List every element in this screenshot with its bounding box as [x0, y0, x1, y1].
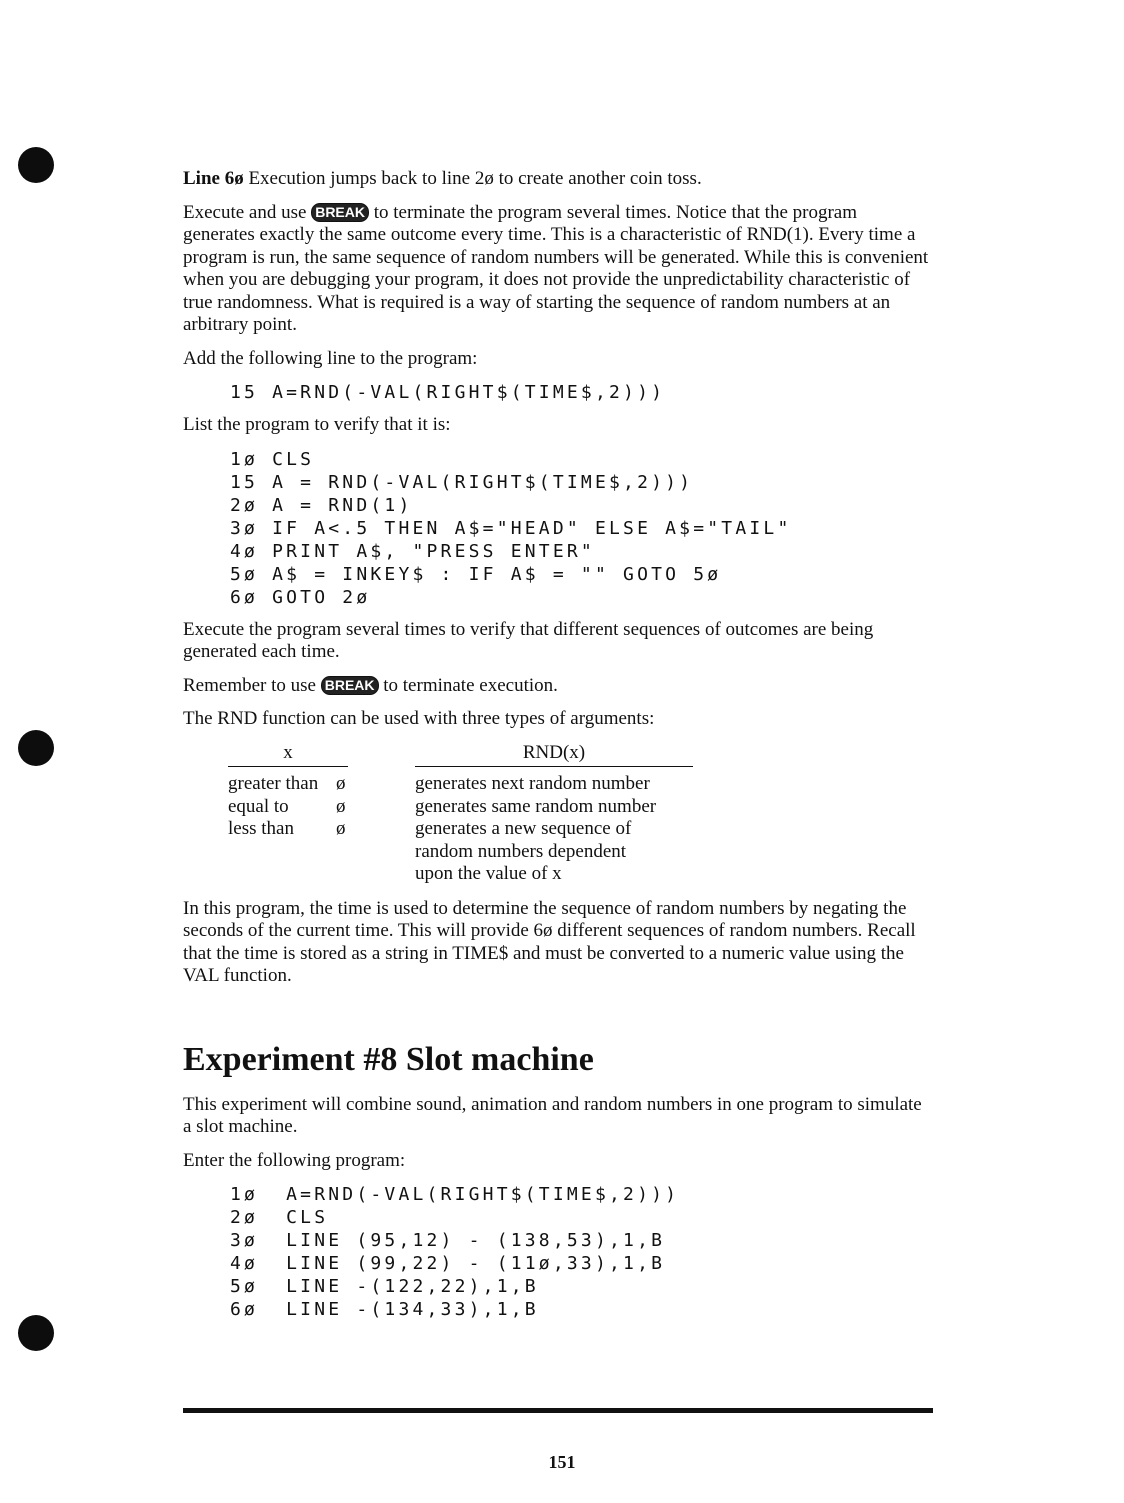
paragraph-rnd-arguments: The RND function can be used with three types of arguments:	[183, 708, 655, 729]
section-heading: Experiment #8 Slot machine	[183, 1040, 594, 1078]
rnd-arguments-table	[228, 742, 933, 886]
para1-post: to terminate the program several times. Notice that the program generates exactly the same outcome every time. This is a characteristic of RND(1). Every time a program is run, the same sequence of random numbers will be generated. While this is convenient when you are debugging your program, it does not provide the unpredictability characteristic of true randomness. What is required is a way of starting the sequence of random numbers at an arbitrary point.	[183, 201, 929, 335]
binder-hole-top	[18, 147, 54, 183]
paragraph-remember-break	[183, 675, 933, 698]
table-cell-desc: generates same random number	[415, 795, 657, 817]
page-number: 151	[548, 1452, 576, 1472]
table-row	[228, 818, 933, 886]
table-cell-x: equal to	[228, 795, 289, 817]
code-listing-coin-toss: 1ø CLS 15 A = RND(-VAL(RIGHT$(TIME$,2))) 2ø A = RND(1) 3ø IF A<.5 THEN A$="HEAD" ELSE A$="TAIL" 4ø PRINT A$, "PRESS ENTER" 5ø A$ = INKEY$ : IF A$ = "" GOTO 5ø 6ø GOTO 2ø	[230, 448, 792, 608]
table-cell-desc: generates a new sequence of random numbers dependent upon the value of x	[415, 818, 632, 884]
table-row	[228, 767, 933, 796]
paragraph-execute: Execute the program several times to verify that different sequences of outcomes are being generated each time.	[183, 618, 874, 662]
table-cell-value: ø	[336, 818, 346, 839]
paragraph-experiment-intro: This experiment will combine sound, animation and random numbers in one program to simulate a slot machine.	[183, 1093, 922, 1137]
table-header-rnd: RND(x)	[415, 742, 693, 768]
break-key-icon: BREAK	[321, 676, 379, 695]
table-cell-value: ø	[336, 773, 346, 794]
table-cell-x: less than	[228, 818, 294, 839]
page-body	[183, 168, 933, 1331]
table-header	[228, 742, 933, 768]
table-cell-x: greater than	[228, 773, 319, 794]
para1-pre: Execute and use	[183, 201, 312, 223]
footer-rule	[183, 1408, 933, 1413]
paragraph-list-program: List the program to verify that it is:	[183, 414, 451, 435]
para5-post: to terminate execution.	[378, 674, 558, 696]
paragraph-break-intro	[183, 202, 933, 337]
paragraph-add-line: Add the following line to the program:	[183, 347, 478, 369]
code-listing-line15: 15 A=RND(-VAL(RIGHT$(TIME$,2)))	[230, 382, 666, 403]
break-key-icon: BREAK	[311, 203, 369, 222]
table-cell-value: ø	[336, 795, 346, 817]
line60-label: Line 6ø	[183, 168, 244, 189]
paragraph-enter-program: Enter the following program:	[183, 1149, 406, 1171]
code-listing-slot-machine: 1ø A=RND(-VAL(RIGHT$(TIME$,2))) 2ø CLS 3ø LINE (95,12) - (138,53),1,B 4ø LINE (99,22) - (11ø,33),1,B 5ø LINE -(122,22),1,B 6ø LINE -(134,33),1,B	[230, 1184, 680, 1320]
binder-hole-middle	[18, 730, 54, 766]
line60-paragraph	[183, 168, 933, 191]
table-header-x: x	[228, 742, 348, 768]
paragraph-time-explanation: In this program, the time is used to determine the sequence of random numbers by negating the seconds of the current time. This will provide 6ø different sequences of random numbers. Recall that the time is stored as a string in TIME$ and must be converted to a numeric value using the VAL function.	[183, 897, 916, 986]
table-row	[228, 796, 933, 819]
binder-hole-bottom	[18, 1315, 54, 1351]
table-cell-desc: generates next random number	[415, 773, 650, 794]
para5-pre: Remember to use	[183, 674, 321, 696]
line60-text: Execution jumps back to line 2ø to create another coin toss.	[243, 168, 702, 189]
